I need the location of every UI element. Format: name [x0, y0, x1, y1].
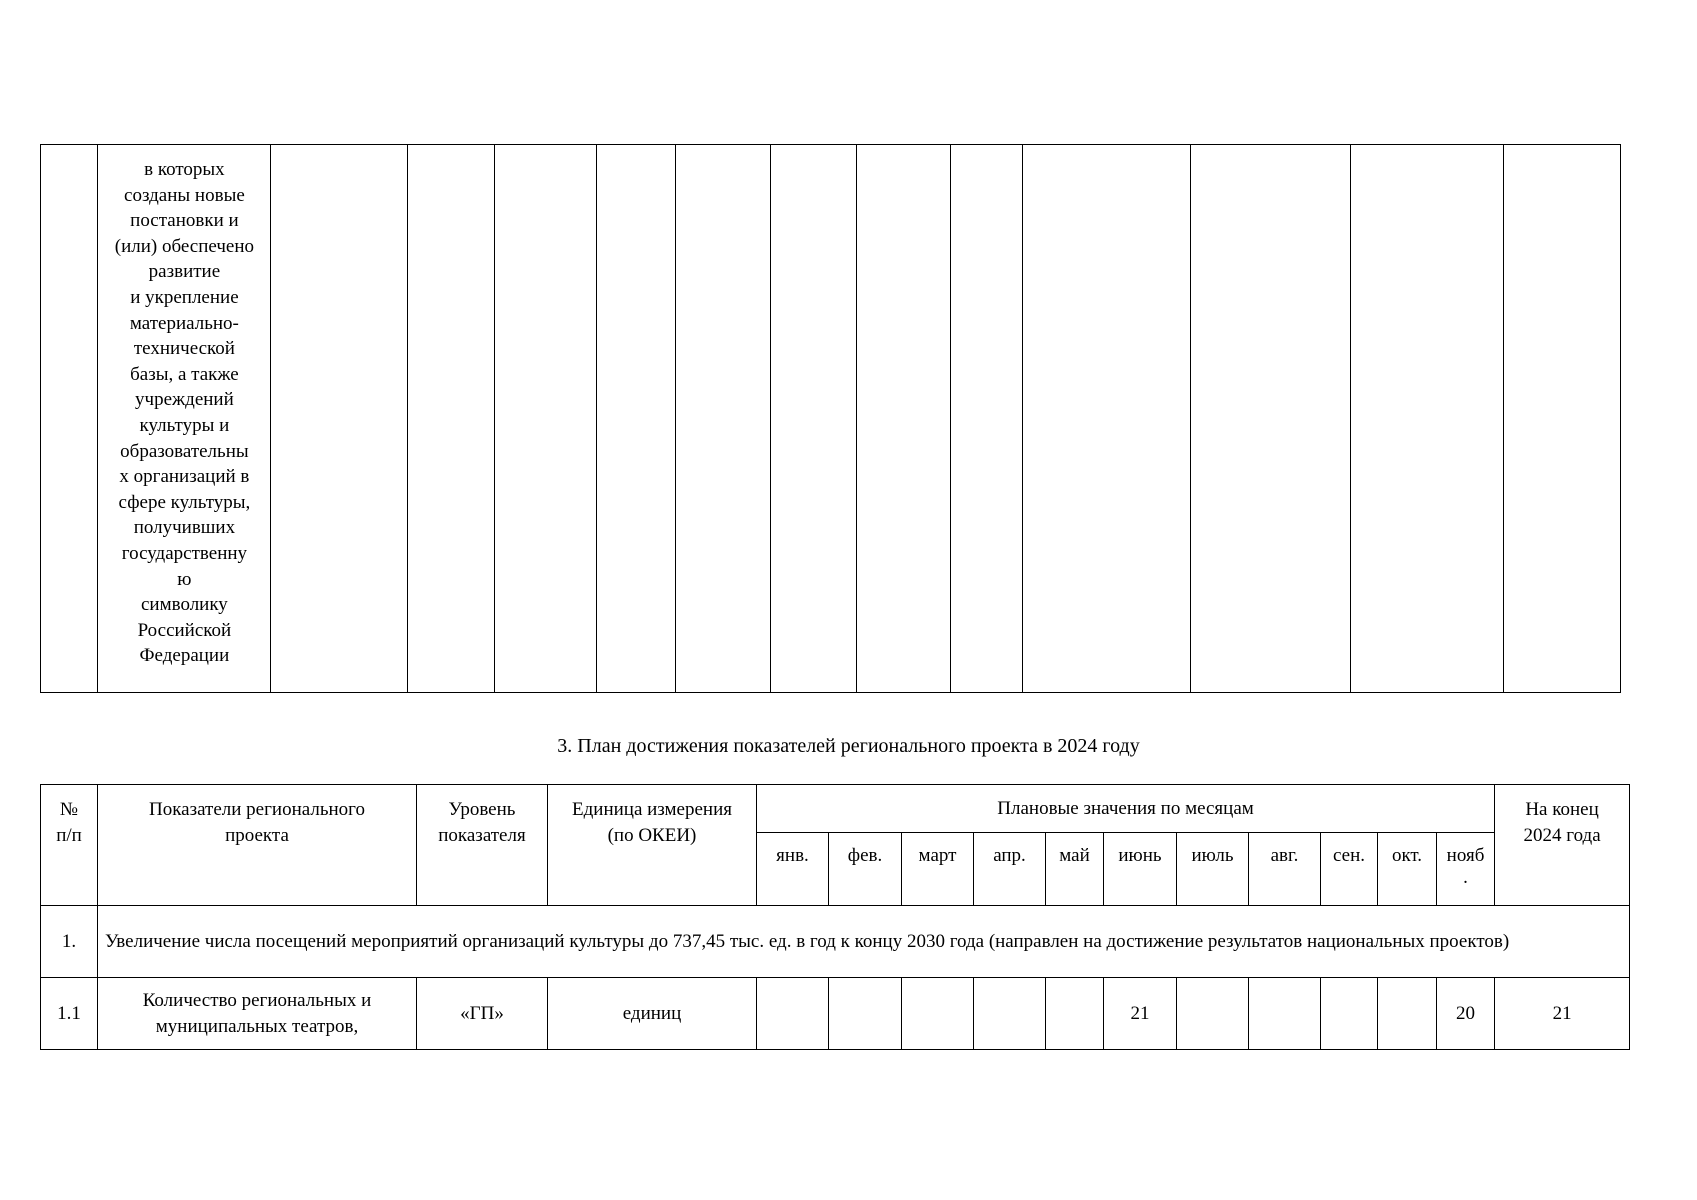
row-level: «ГП» [417, 978, 548, 1050]
row-mar [902, 978, 974, 1050]
description-line: развитие [148, 261, 221, 283]
row-may [1046, 978, 1104, 1050]
empty-cell [1351, 145, 1504, 693]
goal-row [41, 906, 1630, 978]
row-feb [829, 978, 902, 1050]
month-jan: янв. [757, 833, 829, 906]
month-jun: июнь [1104, 833, 1177, 906]
empty-cell [950, 145, 1022, 693]
month-nov-line: . [1463, 867, 1468, 888]
month-oct: окт. [1378, 833, 1437, 906]
description-line: сфере культуры, [118, 491, 251, 513]
month-jul: июль [1177, 833, 1249, 906]
row-apr [974, 978, 1046, 1050]
description-line: созданы новые [124, 184, 245, 206]
goal-number: 1. [41, 906, 98, 978]
row-indicator-line: муниципальных театров, [155, 1015, 359, 1037]
row-end-of-year: 21 [1495, 978, 1630, 1050]
header-monthly-plan: Плановые значения по месяцам [757, 785, 1495, 833]
description-line: и укрепление [130, 286, 239, 308]
continuation-table [40, 144, 1621, 693]
row-unit: единиц [548, 978, 757, 1050]
description-line: культуры и [139, 414, 230, 436]
header-number-line: № [59, 799, 79, 820]
row-oct [1378, 978, 1437, 1050]
month-aug: авг. [1249, 833, 1321, 906]
header-level-line: показателя [438, 824, 526, 846]
description-line: базы, а также [130, 363, 239, 385]
empty-cell [1191, 145, 1351, 693]
table-row [41, 978, 1630, 1050]
section-title: 3. План достижения показателей регионального проекта в 2024 году [557, 735, 1140, 757]
goal-text: Увеличение числа посещений мероприятий организаций культуры до 737,45 тыс. ед. в год к концу 2030 года (направлен на достижение результатов национальных проектов) [98, 906, 1630, 978]
continuation-row [41, 145, 1621, 693]
empty-cell [596, 145, 676, 693]
plan-table [40, 784, 1630, 1050]
month-nov [1437, 833, 1495, 906]
row-indicator-line: Количество региональных и [142, 989, 372, 1011]
description-line: (или) обеспечено [114, 235, 255, 257]
header-indicator-line: Показатели регионального [149, 799, 365, 820]
header-end-of-year [1495, 785, 1630, 906]
header-level [417, 785, 548, 906]
month-sep: сен. [1321, 833, 1378, 906]
empty-cell [676, 145, 771, 693]
description-line: символику [140, 594, 228, 616]
header-level-line: Уровень [448, 799, 516, 820]
header-end-of-year-line: На конец [1525, 799, 1599, 820]
header-number-line: п/п [56, 824, 82, 846]
month-mar: март [902, 833, 974, 906]
description-line: образовательны [120, 440, 249, 462]
month-feb: фев. [829, 833, 902, 906]
empty-cell [770, 145, 857, 693]
indicator-description-cell [98, 145, 271, 693]
empty-cell [857, 145, 951, 693]
empty-cell [494, 145, 596, 693]
month-nov-line: нояб [1446, 845, 1485, 866]
header-indicator [98, 785, 417, 906]
description-line: Российской [137, 619, 232, 641]
row-number: 1.1 [41, 978, 98, 1050]
description-line: учреждений [135, 389, 234, 411]
empty-cell [408, 145, 495, 693]
empty-cell [1023, 145, 1191, 693]
empty-cell [41, 145, 98, 693]
month-apr: апр. [974, 833, 1046, 906]
description-line: в которых [144, 159, 225, 180]
description-line: ю [177, 568, 192, 590]
row-indicator [98, 978, 417, 1050]
row-aug [1249, 978, 1321, 1050]
row-jan [757, 978, 829, 1050]
header-unit-line: (по ОКЕИ) [607, 824, 697, 846]
row-nov: 20 [1437, 978, 1495, 1050]
header-end-of-year-line: 2024 года [1523, 824, 1601, 846]
header-unit-line: Единица измерения [572, 799, 732, 820]
row-jul [1177, 978, 1249, 1050]
empty-cell [1504, 145, 1621, 693]
month-may: май [1046, 833, 1104, 906]
header-unit [548, 785, 757, 906]
description-line: Федерации [139, 645, 230, 667]
empty-cell [271, 145, 408, 693]
description-line: постановки и [130, 210, 239, 232]
description-line: получивших [133, 517, 236, 539]
description-line: х организаций в [119, 466, 250, 488]
description-line: государственну [121, 542, 248, 564]
row-sep [1321, 978, 1378, 1050]
description-line: технической [133, 338, 235, 360]
header-row [41, 785, 1630, 833]
header-indicator-line: проекта [225, 824, 289, 846]
row-jun: 21 [1104, 978, 1177, 1050]
header-number [41, 785, 98, 906]
description-line: материально- [129, 312, 239, 334]
